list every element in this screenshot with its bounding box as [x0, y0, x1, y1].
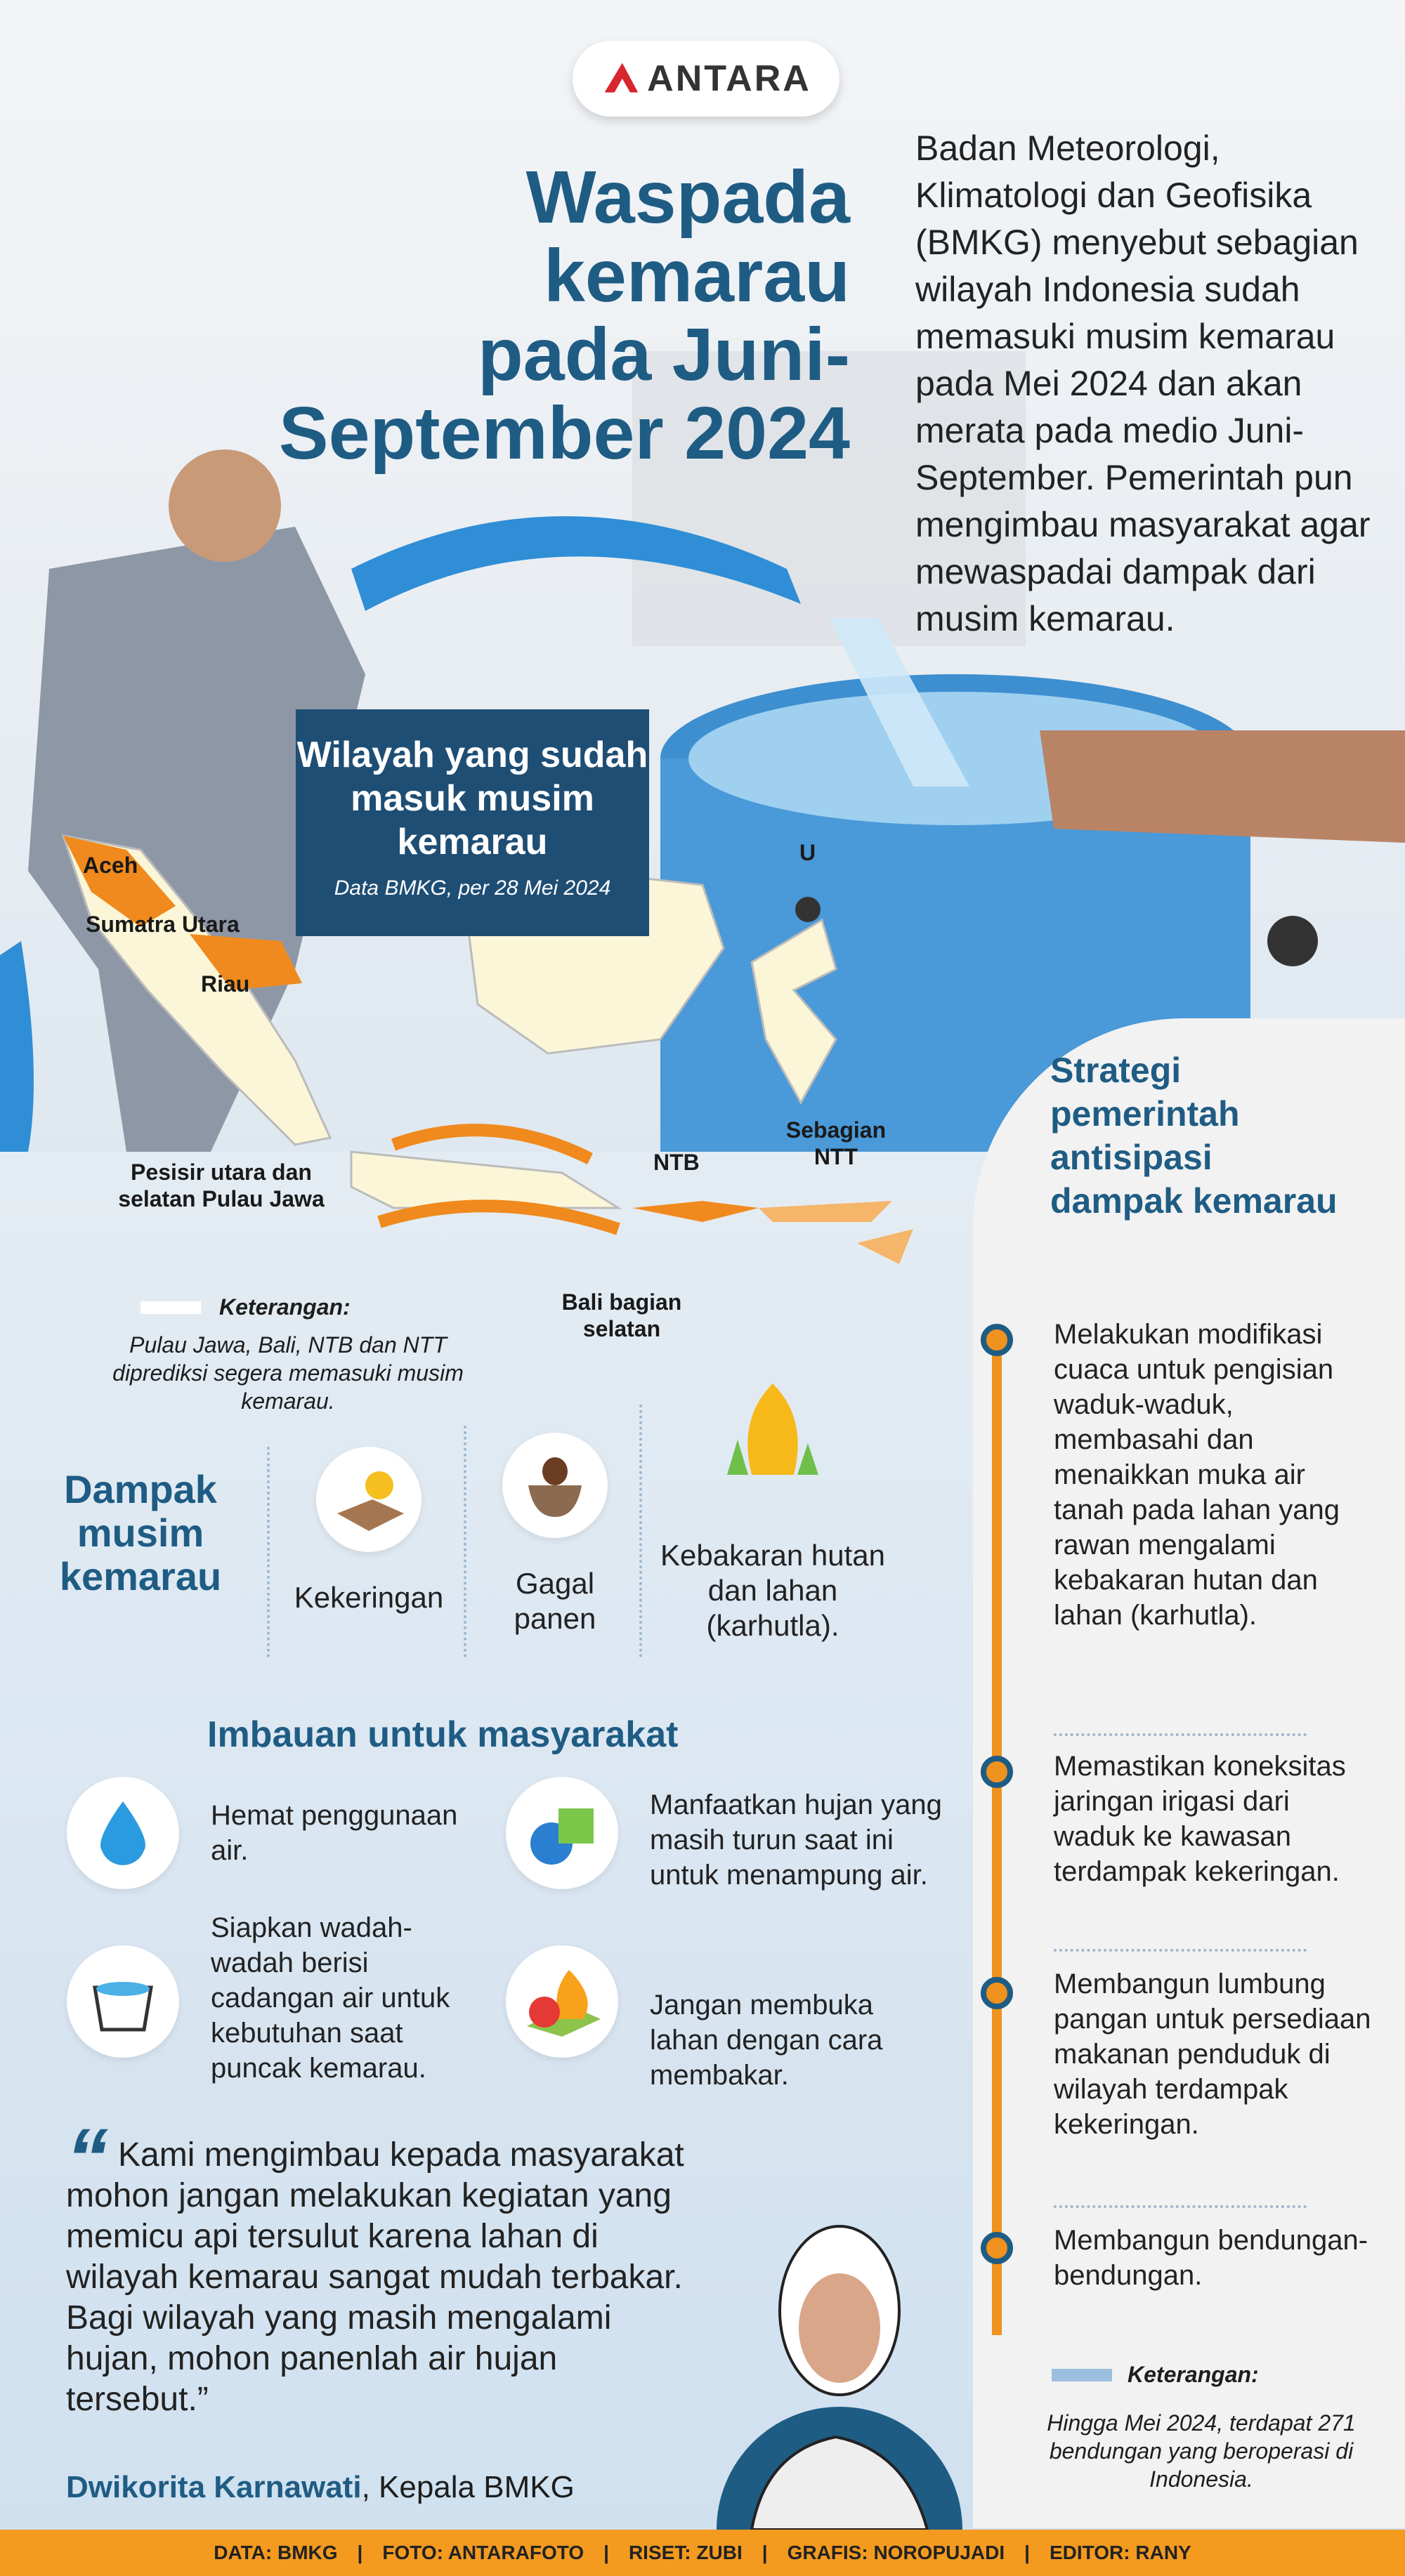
- official-portrait: [702, 2198, 969, 2530]
- timeline-line: [992, 1338, 1002, 2335]
- separator: |: [762, 2542, 768, 2563]
- quote: [66, 2111, 698, 2420]
- legend-title: Keterangan:: [1128, 2362, 1259, 2387]
- divider: [1054, 1949, 1307, 1952]
- antara-logo: [573, 41, 839, 117]
- title-line: pada Juni-: [477, 313, 850, 396]
- hands: [1040, 730, 1405, 843]
- dampak-item: [281, 1447, 457, 1615]
- legend-title: Keterangan:: [219, 1294, 351, 1320]
- no-burn-icon: [506, 1945, 618, 2058]
- imbauan-title: Imbauan untuk masyarakat: [207, 1714, 679, 1755]
- strategi-legend: [1052, 2362, 1259, 2388]
- imbauan-item: Jangan membuka lahan dengan cara membakar.: [650, 1990, 883, 2091]
- map-label-ntb: NTB: [653, 1150, 700, 1175]
- map-title: Wilayah yang sudah masuk musim kemarau: [296, 735, 648, 862]
- strategi-item: Melakukan modifikasi cuaca untuk pengisian waduk-waduk, membasahi dan menaikkan muka air tanah pada lahan yang rawan mengalami kebakaran hutan dan lahan (karhutla).: [1054, 1319, 1340, 1631]
- intro-paragraph: Badan Meteorologi, Klimatologi dan Geofisika (BMKG) menyebut sebagian wilayah Indonesia sudah memasuki musim kemarau pada Mei 2024 dan akan merata pada medio Juni-September. Pemerintah pun mengimbau masyarakat agar mewaspadai dampak dari musim kemarau.: [915, 129, 1371, 638]
- imbauan-item: Siapkan wadah-wadah berisi cadangan air untuk kebutuhan saat puncak kemarau.: [211, 1912, 450, 2084]
- failed-harvest-icon: [502, 1433, 608, 1538]
- map-dry-ntt: [759, 1201, 892, 1222]
- credit-grafis: GRAFIS: NOROPUJADI: [787, 2542, 1005, 2563]
- strategi-title: Strategi pemerintah antisipasi dampak kemarau: [1050, 1051, 1338, 1221]
- timeline-dot: [981, 2232, 1013, 2264]
- divider: [639, 1405, 642, 1657]
- map-label-jawa: Pesisir utara dan selatan Pulau Jawa: [118, 1159, 325, 1211]
- timeline-dot: [981, 1977, 1013, 2009]
- divider: [267, 1447, 270, 1657]
- map-label-sumut: Sumatra Utara: [86, 912, 240, 937]
- strategi-item: Membangun bendungan-bendungan.: [1054, 2225, 1368, 2291]
- author-role: , Kepala BMKG: [361, 2470, 575, 2504]
- logo-text: ANTARA: [647, 58, 811, 99]
- legend-text: Hingga Mei 2024, terdapat 271 bendungan yang beroperasi di Indonesia.: [1047, 2410, 1356, 2492]
- map-dry-bali-ntb: [632, 1201, 759, 1222]
- separator: |: [357, 2542, 363, 2563]
- map-label-bali: Bali bagian selatan: [561, 1289, 682, 1341]
- quote-mark-icon: “: [66, 2111, 108, 2205]
- credit-data: DATA: BMKG: [214, 2542, 338, 2563]
- rain-collect-icon: [506, 1777, 618, 1889]
- strategi-item: Membangun lumbung pangan untuk persediaan makanan penduduk di wilayah terdampak kekeringan.: [1054, 1969, 1371, 2140]
- quote-author: [66, 2469, 575, 2506]
- compass-label: U: [799, 840, 816, 865]
- timeline-dot: [981, 1756, 1013, 1788]
- map-dry-jawa-south: [379, 1206, 618, 1229]
- map-dry-jawa-north: [393, 1130, 590, 1159]
- imbauan-item: Manfaatkan hujan yang masih turun saat ini untuk menampung air.: [650, 1789, 942, 1891]
- title-line: September 2024: [278, 392, 850, 475]
- divider: [1054, 2205, 1307, 2208]
- legend-swatch: [140, 1301, 201, 1314]
- dampak-item: [653, 1376, 892, 1643]
- dampak-label: Kekeringan: [294, 1581, 444, 1614]
- legend-text: Pulau Jawa, Bali, NTB dan NTT diprediksi segera memasuki musim kemarau.: [112, 1332, 464, 1414]
- map-legend: [140, 1294, 351, 1320]
- credit-riset: RISET: ZUBI: [628, 2542, 743, 2563]
- map-label-riau: Riau: [201, 971, 250, 997]
- bucket-icon: [67, 1945, 179, 2058]
- quote-text: Kami mengimbau kepada masyarakat mohon jangan melakukan kegiatan yang memicu api tersulut karena lahan di wilayah kemarau sangat mudah terbakar. Bagi wilayah yang masih mengalami hujan, mohon panenlah air hujan tersebut.”: [66, 2136, 684, 2418]
- dampak-item: [478, 1433, 632, 1636]
- map-title-box: [296, 709, 649, 936]
- water-drop-icon: [67, 1777, 179, 1889]
- dampak-title: Dampak musim kemarau: [59, 1467, 222, 1598]
- forest-fire-icon: [710, 1376, 836, 1496]
- imbauan-item: Hemat penggunaan air.: [211, 1800, 458, 1866]
- timeline-dot: [981, 1324, 1013, 1356]
- dampak-label: Kebakaran hutan dan lahan (karhutla).: [660, 1539, 885, 1642]
- credit-editor: EDITOR: RANY: [1050, 2542, 1191, 2563]
- divider: [464, 1426, 466, 1657]
- map-sulawesi: [752, 920, 836, 1103]
- map-label-ntt: Sebagian NTT: [785, 1117, 887, 1169]
- credit-foto: FOTO: ANTARAFOTO: [382, 2542, 584, 2563]
- author-name: Dwikorita Karnawati: [66, 2470, 362, 2504]
- legend-swatch: [1052, 2369, 1112, 2381]
- dampak-label: Gagal panen: [514, 1567, 596, 1635]
- divider: [1054, 1733, 1307, 1736]
- map-source: Data BMKG, per 28 Mei 2024: [334, 876, 611, 900]
- title-line: Waspada kemarau: [525, 156, 850, 317]
- compass-icon: [795, 897, 821, 922]
- page-title: [218, 158, 850, 473]
- drought-icon: [316, 1447, 422, 1552]
- antara-logo-icon: [601, 59, 640, 98]
- map-label-aceh: Aceh: [83, 853, 138, 878]
- credits-footer: [0, 2530, 1405, 2576]
- map-jawa: [351, 1152, 618, 1208]
- separator: |: [1024, 2542, 1030, 2563]
- strategi-item: Memastikan koneksitas jaringan irigasi dari waduk ke kawasan terdampak kekeringan.: [1054, 1751, 1346, 1887]
- separator: |: [603, 2542, 609, 2563]
